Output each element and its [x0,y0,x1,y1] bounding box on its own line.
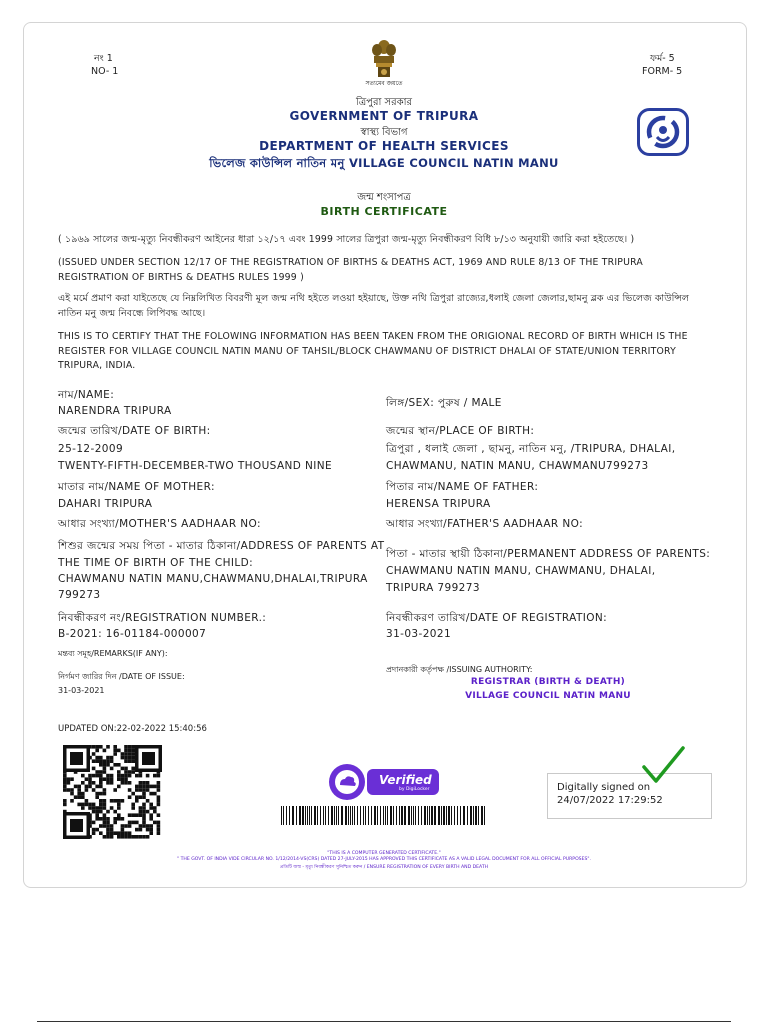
computer-generated-note: "THIS IS A COMPUTER GENERATED CERTIFICATE." [327,851,441,856]
issue-date-label: নির্গমণ জারির দিন /DATE OF ISSUE: [58,672,185,681]
updated-on: UPDATED ON:22-02-2022 15:40:56 [58,724,207,734]
address-at-birth-label-line1: শিশুর জন্মের সময় পিতা - মাতার ঠিকানা/ADDRESS OF PARENTS AT [58,540,385,552]
sex-field: লিঙ্গ/SEX: পুরুষ / MALE [386,397,502,409]
permanent-address-line2: TRIPURA 799273 [386,582,480,594]
department-bn: স্বাস্থ্য বিভাগ [360,127,408,138]
registration-reminder: প্রতিটি জন্ম - মৃত্যু নিবন্ধীকরণ সুনিশ্চিত করুন / ENSURE REGISTRATION OF EVERY BIRTH AND DEATH [279,865,489,870]
address-at-birth-line2: 799273 [58,589,101,601]
issuing-authority-label: প্রদানকারী কর্তৃপক্ষ /ISSUING AUTHORITY: [386,665,533,674]
barcode-icon [281,806,487,825]
dob-value: 25-12-2009 [58,443,124,455]
department-title: DEPARTMENT OF HEALTH SERVICES [259,139,509,153]
name-value: NARENDRA TRIPURA [58,405,172,417]
father-aadhaar-label: আধার সংখ্যা/FATHER'S AADHAAR NO: [386,518,584,530]
certify-note-en: THIS IS TO CERTIFY THAT THE FOLOWING INFORMATION HAS BEEN TAKEN FROM THE ORIGIONAL RECORD OF BIRTH WHICH IS THE REGISTER FOR VILLAGE COUNCIL NATIN MANU OF TAHSIL/BLOCK CHAWMANU OF DISTRICT DHALAI OF STATE/UNION TERRITORY TRIPURA, INDIA. [58,331,688,371]
authority-line1: REGISTRAR (BIRTH & DEATH) [470,677,626,687]
verified-text: Verified [379,773,432,787]
council-title [164,155,604,174]
form-en: FORM- 5 [642,66,683,77]
government-title: GOVERNMENT OF TRIPURA [289,109,479,123]
address-at-birth-line1: CHAWMANU NATIN MANU,CHAWMANU,DHALAI,TRIPURA [58,573,368,585]
issued-note-bn: ( ১৯৬৯ সালের জন্ম-মৃত্যু নিবন্ধীকরণ আইনের ধারা ১২/১৭ এবং 1999 সালের ত্রিপুরা জন্ম-মৃত্যু নিবন্ধীকরণ বিধি ৮/১৩ অনুযায়ী জারি করা হইতেছে। ) [58,234,635,245]
mother-name-label: মাতার নাম/NAME OF MOTHER: [58,481,215,493]
remarks-label: মন্তব্য সমূহ/REMARKS(IF ANY): [58,649,168,658]
page-divider [37,1021,731,1022]
pob-line1: ত্রিপুরা , ধলাই জেলা , ছামনু, নাতিন মনু, /TRIPURA, DHALAI, [386,443,676,455]
registration-date-label: নিবন্ধীকরণ তারিখ/DATE OF REGISTRATION: [386,612,608,624]
state-bn: ত্রিপুরা সরকার [355,97,413,108]
verified-badge [329,762,439,802]
father-name-value: HERENSA TRIPURA [386,498,491,510]
health-department-logo-icon [637,108,689,156]
qr-code-icon [63,745,163,840]
form-bn: ফর্ম- 5 [650,53,675,64]
permanent-address-line1: CHAWMANU NATIN MANU, CHAWMANU, DHALAI, [386,565,656,577]
certificate-title-bn: জন্ম শংসাপত্র [357,192,411,203]
number-en: NO- 1 [91,66,119,77]
certify-note-bn: এই মর্মে প্রমাণ করা যাইতেছে যে নিম্নলিখিত বিবরণী মূল জন্ম নথি হইতে লওয়া হইয়াছে, উক্ত নথি ত্রিপুরা রাজ্যের,ধলাই জেলা জেলার,ছামনু ব্লক এর ভিলেজ কাউন্সিল নাতিন মনু জন্ম নিবন্ধে লিপিবদ্ধ আছে। [58,293,689,319]
permanent-address-label: পিতা - মাতার স্থায়ী ঠিকানা/PERMANENT ADDRESS OF PARENTS: [386,548,711,560]
dob-words: TWENTY-FIFTH-DECEMBER-TWO THOUSAND NINE [58,460,333,472]
registration-number-label: নিবন্ধীকরণ নং/REGISTRATION NUMBER.: [58,612,267,624]
father-name-label: পিতার নাম/NAME OF FATHER: [386,481,539,493]
registration-number-value: B-2021: 16-01184-000007 [58,628,207,640]
council-bn: ভিলেজ কাউন্সিল নাতিন মনু [209,156,345,170]
mother-aadhaar-label: আধার সংখ্যা/MOTHER'S AADHAAR NO: [58,518,261,530]
legal-note: " THE GOVT. OF INDIA VIDE CIRCULAR NO. 1/12/2014-VS(CRS) DATED 27-JULY-2015 HAS APPROVED THIS CERTIFICATE AS A VALID LEGAL DOCUMENT FOR ALL OFFICIAL PURPOSES". [177,857,591,862]
signed-line1: Digitally signed on [557,782,651,793]
pob-label: জন্মের স্থান/PLACE OF BIRTH: [386,425,535,437]
name-label: নাম/NAME: [58,389,115,401]
dob-label: জন্মের তারিখ/DATE OF BIRTH: [58,425,211,437]
signed-line2: 24/07/2022 17:29:52 [557,795,663,806]
number-bn: নং 1 [94,53,113,64]
address-at-birth-label-line2: THE TIME OF BIRTH OF THE CHILD: [58,557,254,569]
checkmark-icon [640,745,686,785]
council-en: VILLAGE COUNCIL NATIN MANU [348,156,559,170]
pob-line2: CHAWMANU, NATIN MANU, CHAWMANU799273 [386,460,649,472]
registration-date-value: 31-03-2021 [386,628,452,640]
mother-name-value: DAHARI TRIPURA [58,498,153,510]
authority-line2: VILLAGE COUNCIL NATIN MANU [465,691,631,701]
emblem-motto: সত্যমেব জয়তে [365,80,403,87]
issued-note-en: (ISSUED UNDER SECTION 12/17 OF THE REGISTRATION OF BIRTHS & DEATHS ACT, 1969 AND RULE 8/13 OF THE TRIPURA REGISTRATION OF BIRTHS & DEATHS RULES 1999 ) [58,257,643,283]
certificate-title: BIRTH CERTIFICATE [320,205,448,218]
issue-date-value: 31-03-2021 [58,686,105,695]
verified-sub: by DigiLocker [399,787,430,792]
